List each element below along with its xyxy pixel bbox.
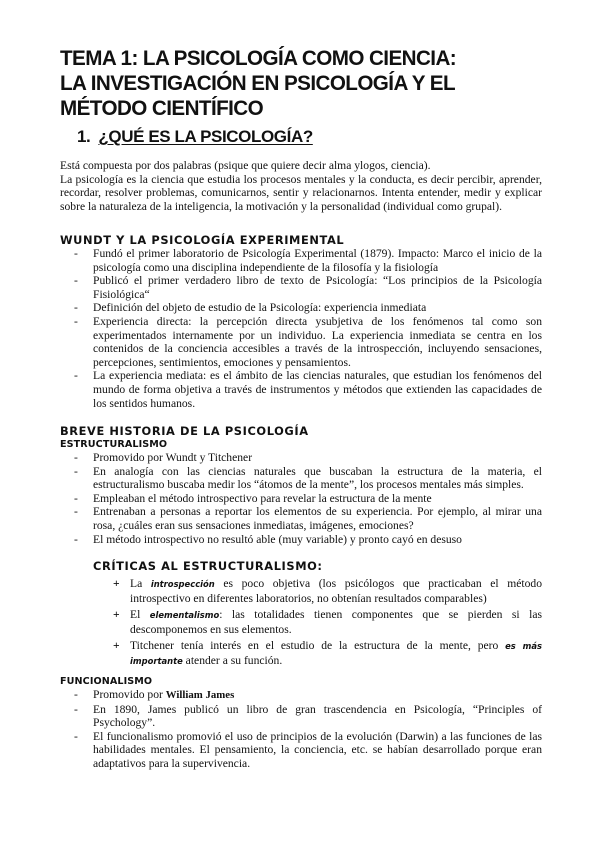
critica-keyword: elementalismo — [149, 610, 220, 621]
intro-paragraph: Está compuesta por dos palabras (psique que quiere decir alma ylogos, ciencia). — [60, 159, 431, 172]
author-name: William James — [165, 689, 235, 701]
critica-item — [110, 608, 542, 636]
title-line: LA INVESTIGACIÓN EN PSICOLOGÍA Y EL — [60, 71, 455, 95]
document-title — [60, 46, 540, 121]
funcionalismo-heading: FUNCIONALISMO — [60, 676, 153, 687]
critica-keyword: introspección — [150, 579, 215, 589]
section-title: ¿QUÉ ES LA PSICOLOGÍA? — [98, 127, 313, 146]
funcionalismo-list — [60, 688, 542, 771]
section-number: 1. — [77, 127, 91, 146]
critica-text: La — [130, 577, 151, 590]
list-item: - En analogía con las ciencias naturales que buscaban la estructura de la materia, el estructuralismo buscaba medir los “átomos de la mente”, los procesos mentales más simples. — [60, 465, 542, 492]
title-line: TEMA 1: LA PSICOLOGÍA COMO CIENCIA: — [60, 46, 457, 70]
list-item: - Experiencia directa: la percepción directa ysubjetiva de los fenómenos tal como son experimentados internamente por un individuo. La experiencia inmediata se centra en los contenidos de la conciencia accesibles a través de la introspección, incluyendo sensaciones, percepciones, sentimientos, emociones y pensamientos. — [60, 315, 542, 369]
intro-paragraph: La psicología es la ciencia que estudia los procesos mentales y la conducta, es decir percibir, aprender, recordar, resolver problemas, comunicarnos, sentir y relacionarnos. Intenta entender, medir y explicar sobre la naturaleza de la inteligencia, la motivación y la personalidad (individual como grupal). — [60, 172, 542, 213]
list-item: - Entrenaban a personas a reportar los elementos de su experiencia. Por ejemplo, al mirar una rosa, ¿cuáles eran sus sensaciones inmediatas, imágenes, emociones? — [60, 505, 542, 532]
list-item: - Promovido por Wundt y Titchener — [60, 451, 542, 465]
list-item — [60, 688, 542, 703]
critica-item — [110, 639, 542, 668]
wundt-list — [60, 247, 542, 410]
critica-text: es poco objetiva (los psicólogos que practicaban el método introspectivo en diferentes laboratorios, no obtenían resultados comparables) — [130, 577, 542, 605]
list-item: - Publicó el primer verdadero libro de texto de Psicología: “Los principios de la Psicología Fisiológica“ — [60, 274, 542, 301]
estructuralismo-heading: ESTRUCTURALISMO — [60, 439, 168, 450]
list-item: - La experiencia mediata: es el ámbito de las ciencias naturales, que estudian los fenómenos del mundo de forma objetiva a través de instrumentos y métodos que extienden las capacidades de los sentidos humanos. — [60, 369, 542, 410]
critica-text: El — [130, 608, 150, 622]
historia-heading: BREVE HISTORIA DE LA PSICOLOGÍA — [60, 424, 309, 438]
list-item-text: Promovido por — [93, 688, 166, 701]
critica-item — [110, 577, 542, 605]
list-item: - Definición del objeto de estudio de la Psicología: experiencia inmediata — [60, 301, 542, 315]
intro-block — [60, 159, 542, 213]
critica-text: : las totalidades tienen componentes que se pierden si las descomponemos en sus elementos. — [130, 608, 542, 636]
critica-keyword: es más importante — [130, 641, 542, 666]
critica-text: atender a su función. — [182, 653, 283, 667]
critica-text: Titchener tenía interés en el estudio de la estructura de la mente, pero — [130, 639, 506, 653]
title-line: MÉTODO CIENTÍFICO — [60, 96, 264, 120]
section-heading — [77, 127, 313, 146]
list-item: - Empleaban el método introspectivo para revelar la estructura de la mente — [60, 492, 542, 506]
list-item: - En 1890, James publicó un libro de gran trascendencia en Psicología, “Principles of Psychology”. — [60, 703, 542, 730]
wundt-heading: WUNDT Y LA PSICOLOGÍA EXPERIMENTAL — [60, 233, 345, 247]
list-item: - El funcionalismo promovió el uso de principios de la evolución (Darwin) a las funciones de las habilidades mentales. El pensamiento, la conciencia, etc. se habían desarrollado porque eran adaptativos para la supervivencia. — [60, 730, 542, 771]
criticas-list — [110, 577, 542, 669]
list-item: - El método introspectivo no resultó able (muy variable) y pronto cayó en desuso — [60, 533, 542, 547]
criticas-heading: CRÍTICAS AL ESTRUCTURALISMO: — [93, 559, 323, 573]
estructuralismo-list — [60, 451, 542, 546]
list-item: - Fundó el primer laboratorio de Psicología Experimental (1879). Impacto: Marco el inicio de la psicología como una disciplina independiente de la filosofía y la fisiología — [60, 247, 542, 274]
